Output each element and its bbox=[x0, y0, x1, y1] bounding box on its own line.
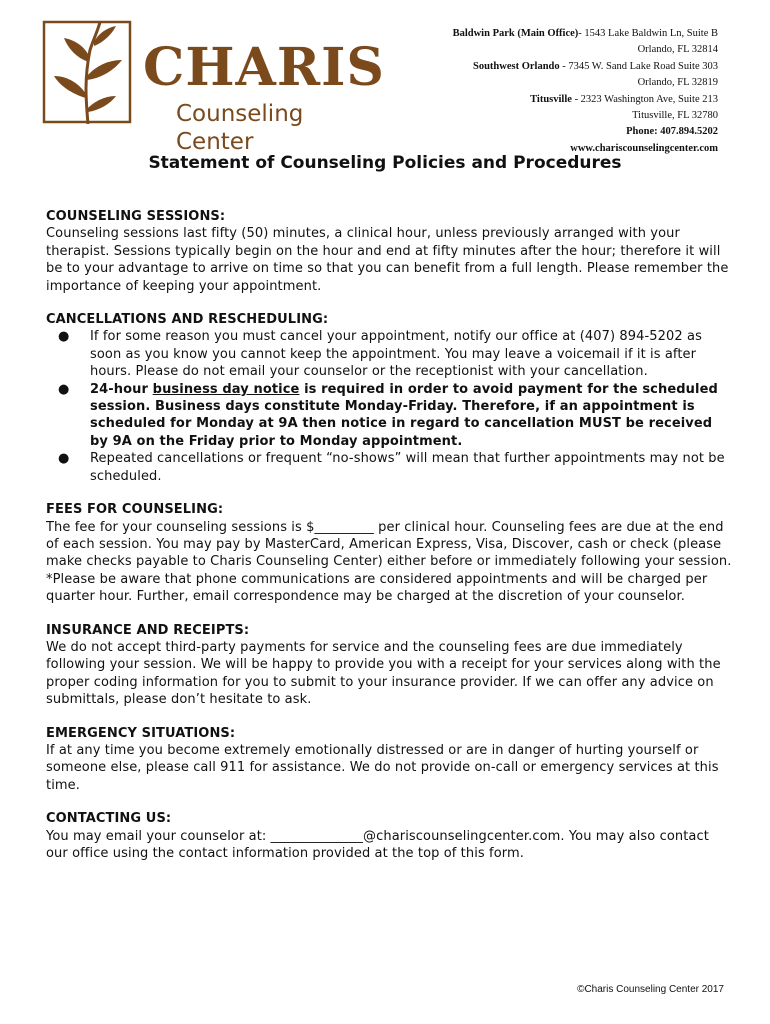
section-fees bbox=[46, 501, 732, 605]
section-heading: CANCELLATIONS AND RESCHEDULING: bbox=[46, 312, 329, 328]
website-link[interactable]: www.chariscounselingcenter.com bbox=[570, 142, 718, 154]
copyright-footer: ©Charis Counseling Center 2017 bbox=[577, 984, 724, 995]
policies-content bbox=[46, 208, 732, 878]
office-southwest-orlando: Southwest Orlando - 7345 W. Sand Lake Road Suite 303 Orlando, FL 32819 bbox=[472, 60, 718, 89]
office-baldwin-park: Baldwin Park (Main Office)- 1543 Lake Baldwin Ln, Suite B Orlando, FL 32814 bbox=[452, 28, 718, 56]
cancellation-list bbox=[46, 328, 732, 485]
section-heading: COUNSELING SESSIONS: bbox=[46, 209, 226, 224]
bullet-icon: ● bbox=[58, 381, 70, 397]
office-titusville: Titusville - 2323 Washington Ave, Suite 213 Titusville, FL 32780 bbox=[530, 93, 718, 122]
list-item: ● If for some reason you must cancel your appointment, notify our office at (407) 894-5202 as soon as you know you cannot keep the appointment. You may leave a voicemail if it is after hours. Please do not email your counselor or the receptionist with your cancellation. bbox=[58, 329, 702, 380]
section-heading: INSURANCE AND RECEIPTS: bbox=[46, 622, 250, 638]
section-heading: EMERGENCY SITUATIONS: bbox=[46, 725, 236, 741]
section-text: You may email your counselor at: ______________@chariscounselingcenter.com. You may also contact our office using the contact information provided at the top of this form. bbox=[46, 828, 709, 861]
leaf-branch-icon bbox=[42, 20, 134, 126]
section-counseling-sessions bbox=[46, 208, 732, 295]
underlined-notice: business day notice bbox=[152, 381, 300, 397]
section-emergency bbox=[46, 725, 732, 795]
section-text: We do not accept third-party payments for service and the counseling fees are due immediately following your session. We will be happy to provide you with a receipt for your services along with the proper coding information for you to submit to your insurance provider. If we can offer any advice on submittals, please don’t hesitate to ask. bbox=[46, 639, 721, 708]
bullet-icon: ● bbox=[58, 451, 70, 467]
section-insurance bbox=[46, 622, 732, 709]
section-contact bbox=[46, 810, 732, 862]
list-item: ● 24-hour business day notice is required in order to avoid payment for the scheduled session. Business days constitute Monday-Friday. Therefore, if an appointment is scheduled for Monday at 9A then notice in regard to cancellation MUST be received by 9A on the Friday prior to Monday appointment. bbox=[58, 381, 718, 449]
office-addresses bbox=[338, 26, 718, 157]
logo bbox=[42, 20, 385, 155]
section-heading: CONTACTING US: bbox=[46, 811, 172, 827]
page-title: Statement of Counseling Policies and Procedures bbox=[148, 153, 622, 173]
logo-name: CHARIS bbox=[143, 37, 385, 98]
section-text: Counseling sessions last fifty (50) minutes, a clinical hour, unless previously arranged with your therapist. Sessions typically begin on the hour and end at fifty minutes after the hour; therefore it will be to your advantage to arrive on time so that you can benefit from a full length. Please remember the importance of keeping your appointment. bbox=[46, 226, 729, 294]
section-cancellations bbox=[46, 311, 732, 485]
list-item: ● Repeated cancellations or frequent “no-shows” will mean that further appointments may not be scheduled. bbox=[58, 451, 725, 484]
section-note: *Please be aware that phone communications are considered appointments and will be charged per quarter hour. Further, email correspondence may be charged at the discretion of your counselor. bbox=[46, 571, 708, 605]
bullet-icon: ● bbox=[58, 329, 70, 345]
section-text: If at any time you become extremely emotionally distressed or are in danger of hurting yourself or someone else, please call 911 for assistance. We do not provide on-call or emergency services at this time. bbox=[46, 742, 719, 793]
section-heading: FEES FOR COUNSELING: bbox=[46, 502, 224, 518]
phone-number: Phone: 407.894.5202 bbox=[626, 126, 718, 138]
section-text: The fee for your counseling sessions is $_________ per clinical hour. Counseling fees are due at the end of each session. You may pay by MasterCard, American Express, Visa, Discover, cash or check (please make checks payable to Charis Counseling Center) either before or immediately following your session. bbox=[46, 519, 732, 570]
logo-subtitle: Counseling Center bbox=[176, 101, 304, 155]
